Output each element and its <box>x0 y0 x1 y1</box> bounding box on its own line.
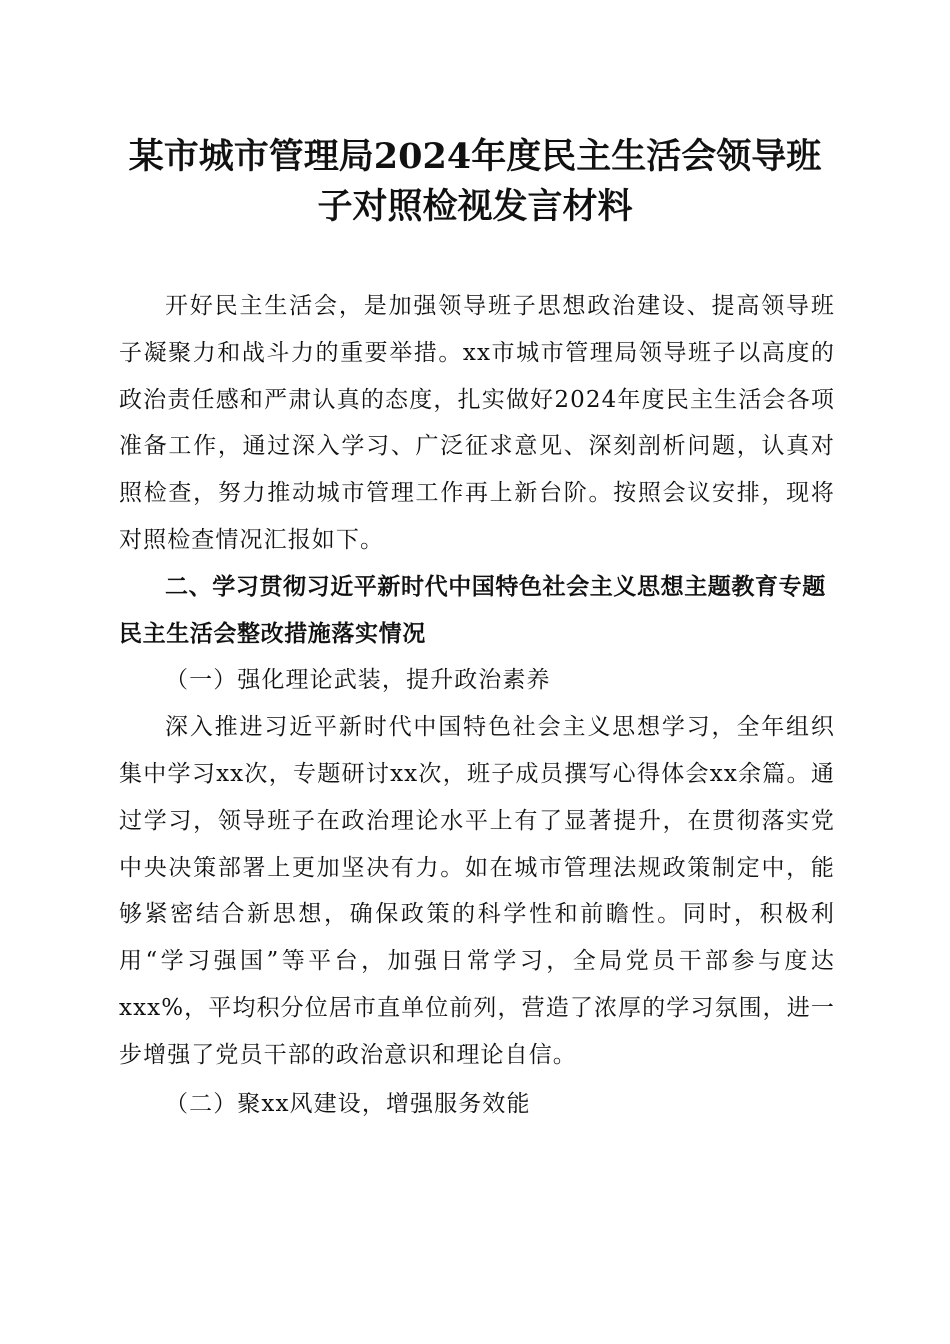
document-title <box>100 132 850 232</box>
title-line-1: 某市城市管理局2024年度民主生活会领导班 <box>128 136 822 177</box>
title-line-2: 子对照检视发言材料 <box>317 186 633 227</box>
subsection-1-paragraph: 深入推进习近平新时代中国特色社会主义思想学习，全年组织集中学习xx次，专题研讨xx次，班子成员撰写心得体会xx余篇。通过学习，领导班子在政治理论水平上有了显著提升，在贯彻落实党中央决策部署上更加坚决有力。如在城市管理法规政策制定中，能够紧密结合新思想，确保政策的科学性和前瞻性。同时，积极利用“学习强国”等平台，加强日常学习，全局党员干部参与度达xxx%，平均积分位居市直单位前列，营造了浓厚的学习氛围，进一步增强了党员干部的政治意识和理论自信。 <box>119 714 835 1068</box>
document-body <box>119 283 835 1127</box>
subsection-2-heading: （二）聚xx风建设，增强服务效能 <box>165 1090 531 1117</box>
subsection-1-heading: （一）强化理论武装，提升政治素养 <box>165 667 551 694</box>
intro-paragraph: 开好民主生活会，是加强领导班子思想政治建设、提高领导班子凝聚力和战斗力的重要举措。xx市城市管理局领导班子以高度的政治责任感和严肃认真的态度，扎实做好2024年度民主生活会各项准备工作，通过深入学习、广泛征求意见、深刻剖析问题，认真对照检查，努力推动城市管理工作再上新台阶。按照会议安排，现将对照检查情况汇报如下。 <box>119 293 835 553</box>
section-heading: 二、学习贯彻习近平新时代中国特色社会主义思想主题教育专题民主生活会整改措施落实情况 <box>119 573 826 647</box>
